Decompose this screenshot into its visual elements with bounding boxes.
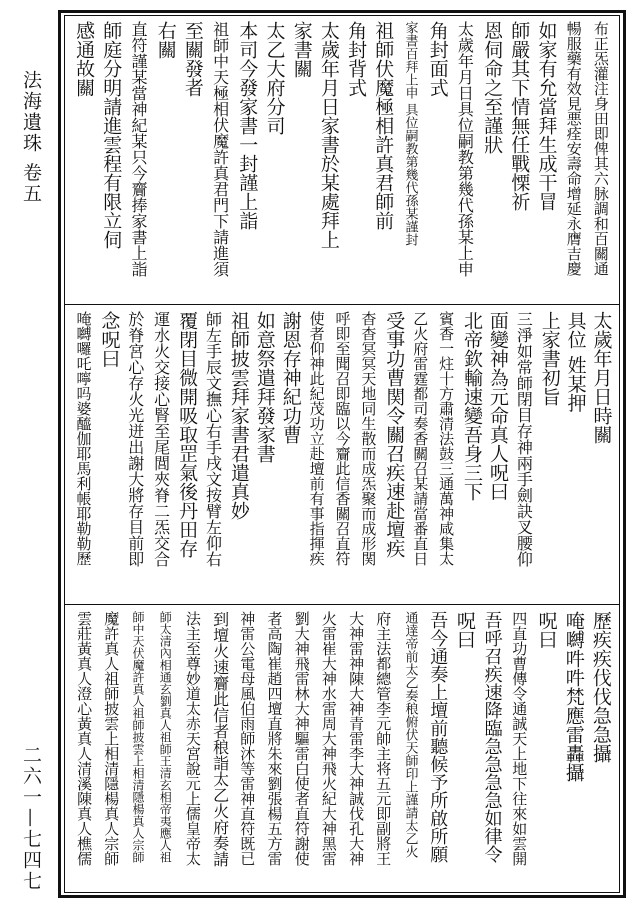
text-column: 於脊宮心存火光迸出謝大將存目前即 <box>125 311 145 567</box>
text-column: 師庭分明請進雲程有限立伺 <box>100 21 123 249</box>
text-column: 唵嚩吽吽梵應雷轟攝 <box>562 611 585 782</box>
text-column: 呼即至聞召即臨以今齎此信香關召直符 <box>333 311 352 566</box>
section-bottom <box>64 607 620 892</box>
text-column: 師嚴其下情無任戰慄祈 <box>508 21 531 211</box>
text-column: 雲莊黃真人澄心黃真人清溪陳真人樵儒 <box>75 611 94 866</box>
text-column: 魔許真人祖師披雲上相清隱楊真人宗師 <box>102 611 121 866</box>
text-column: 乙火府雷霆都司奏香關召某請當番直日 <box>411 311 430 566</box>
text-column: 上家書初旨 <box>538 311 561 406</box>
text-column: 師太清內相通玄劉真人祖師王清玄相帝夷應人祖 <box>158 611 173 863</box>
text-column: 布正炁灌注身田即俾其六脉調和百關通 <box>591 21 610 276</box>
section-divider <box>64 604 620 605</box>
text-column: 吾今通奏上壇前聽候予所啟所願 <box>427 611 449 863</box>
text-column: 祖師披雲拜家書君遣真妙 <box>227 311 250 520</box>
book-title: 法海遺珠 卷五 <box>20 70 42 205</box>
section-top <box>64 17 620 302</box>
text-column: 神雷公電母風伯雨師沐等雷神直符既已 <box>238 611 257 866</box>
text-column: 運水火交接心腎至尾閭夾脊二炁交合 <box>151 311 171 567</box>
text-column: 太乙大府分司 <box>263 21 286 135</box>
text-column: 唵嚩囉吒嚀吗婆醯伽耶馬利帳耶勒勒歷 <box>74 311 93 566</box>
text-column: 歷疾疾伐伐急急攝 <box>589 611 612 763</box>
text-column: 家書百拜上申 具位嗣教第幾代孫某謹封 <box>402 21 418 247</box>
text-column: 祖師中天極相伏魔許真君門下請進須 <box>210 21 230 277</box>
text-column: 到壇火速齎此信者稂詣太乙火府奏請 <box>210 611 230 867</box>
text-column: 法主至尊妙道太赤天宮說元上儒皇帝太 <box>183 611 202 866</box>
text-column: 祖師伏魔極相許真君師前 <box>372 21 395 230</box>
text-column: 三淨如常師閉目存神兩手劍訣叉腰仰 <box>514 311 534 567</box>
text-column: 四直功曹傳令通誠天上地下往來如雲開 <box>510 611 529 866</box>
text-column: 直符謹某當神紀某只今齎捧家書上詣 <box>129 21 148 277</box>
text-column: 覆閉目微開吸取罡氣後丹田存 <box>176 311 199 558</box>
text-column: 如家有允當拜生成干冒 <box>535 21 558 211</box>
text-column: 師左手辰文撫心右手戌文按臂左仰右 <box>203 311 223 567</box>
text-column: 角封面式 <box>426 21 449 97</box>
text-column: 角封背式 <box>345 21 368 97</box>
text-column: 如意祭遣拜發家書 <box>253 311 276 463</box>
text-column: 火雷崔大神水雷周大神飛火紀大神黑雷 <box>319 611 338 866</box>
text-column: 師中天伏魔許真人祖師披雲上相清隱楊真人宗師 <box>131 611 145 863</box>
text-column: 受事功曹関令關召疾速赴壇疾 <box>383 311 406 558</box>
section-divider <box>64 304 620 305</box>
text-column: 吾呼召疾速降臨急急急急如律令 <box>481 611 503 863</box>
text-column: 具位 姓某押 <box>564 311 587 413</box>
text-column: 右關 <box>154 21 177 59</box>
text-column: 劉大神飛雷林大神驅雷白使者直符謝使 <box>292 611 311 866</box>
section-middle <box>64 307 620 602</box>
text-column: 太歲年月日具位嗣教第幾代孫某上申 <box>455 21 475 277</box>
text-column: 府主法都總管李元帥主将五元即副將王 <box>374 611 393 866</box>
text-column: 本司今發家書一封謹上詣 <box>236 21 259 230</box>
text-column: 通達帝前太乙奏稂俯伏天師印上謹請太乙火 <box>402 611 418 858</box>
text-column: 使者仰神此紀茂功立赴壇前有事指揮疾 <box>307 311 326 566</box>
text-column: 面變神為元命真人呪曰 <box>486 311 509 501</box>
text-column: 感通故關 <box>73 21 96 97</box>
text-column: 者高陶崔趙四壇直將朱來劉張楊五方雷 <box>265 611 284 866</box>
page-number: 二六一—七四七 <box>20 745 42 892</box>
text-column: 恩伺命之至謹狀 <box>481 21 504 154</box>
text-column: 大神雷神陳大神青雷李大神誠伐孔大神 <box>347 611 366 866</box>
text-column: 北帝欽輸速變吾身三下 <box>461 311 484 501</box>
text-column: 至關發者 <box>181 21 204 97</box>
text-column: 太歲年月日家書於某處拜上 <box>317 21 340 249</box>
text-column: 念呪曰 <box>98 311 121 368</box>
text-column: 謝恩存神紀功曹 <box>279 311 302 444</box>
text-column: 賓香一炷十方肅清法鼓三通萬神咸集太 <box>437 311 456 566</box>
text-column: 太歲年月日時關 <box>590 311 613 444</box>
text-column: 杳杳冥冥天地同生散而成炁聚而成形関 <box>359 311 378 566</box>
text-column: 呪曰 <box>453 611 476 649</box>
text-column: 暢服藥有效見悪痊安壽命增延永膺吉慶 <box>564 21 583 276</box>
text-column: 家書關 <box>290 21 313 78</box>
text-column: 呪曰 <box>535 611 558 649</box>
